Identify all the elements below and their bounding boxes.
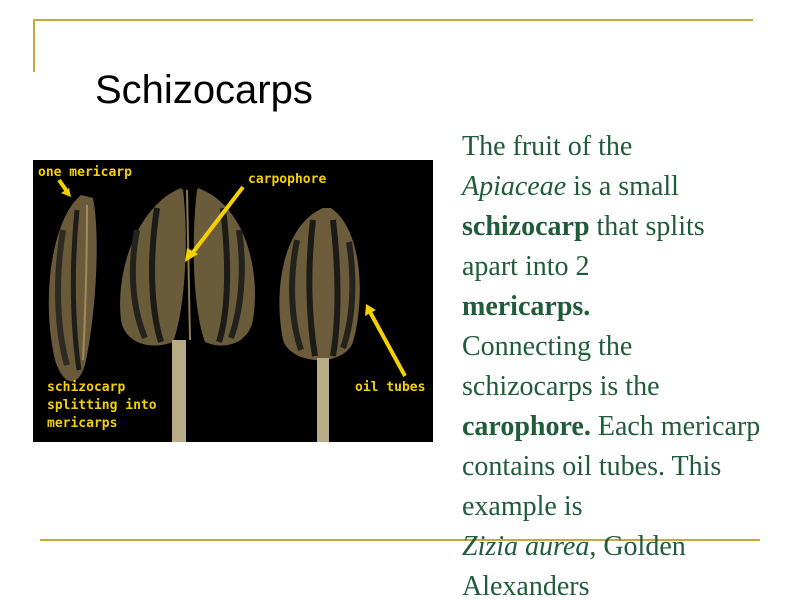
label-one-mericarp: one mericarp	[38, 165, 132, 180]
description-text	[462, 127, 762, 600]
label-oil-tubes: oil tubes	[355, 380, 426, 395]
label-splitting-line-3: mericarps	[47, 416, 118, 431]
top-rule	[33, 19, 753, 21]
left-rule	[33, 19, 35, 72]
schizocarp-illustration	[33, 160, 433, 442]
desc-part: Connecting the schizocarps is the	[462, 331, 660, 402]
desc-family-name: Apiaceae	[462, 171, 567, 202]
desc-species-name: Zizia aurea	[462, 531, 590, 562]
desc-part: Each mericarp contains oil tubes. This example is	[462, 411, 761, 522]
desc-part: , Golden Alexanders	[462, 531, 686, 600]
desc-part: is a small	[566, 171, 679, 202]
desc-term-mericarps: mericarps.	[462, 291, 591, 322]
label-splitting-line-2: splitting into	[47, 398, 157, 413]
label-carpophore: carpophore	[248, 172, 327, 187]
schizocarp-photo	[33, 160, 433, 442]
desc-part: The fruit of the	[462, 131, 633, 162]
desc-term-schizocarp: schizocarp	[462, 211, 590, 242]
slide-title: Schizocarps	[95, 68, 313, 112]
desc-term-carophore: carophore.	[462, 411, 591, 442]
label-splitting-line-1: schizocarp	[47, 380, 126, 395]
desc-part: that splits apart into 2	[462, 211, 705, 282]
